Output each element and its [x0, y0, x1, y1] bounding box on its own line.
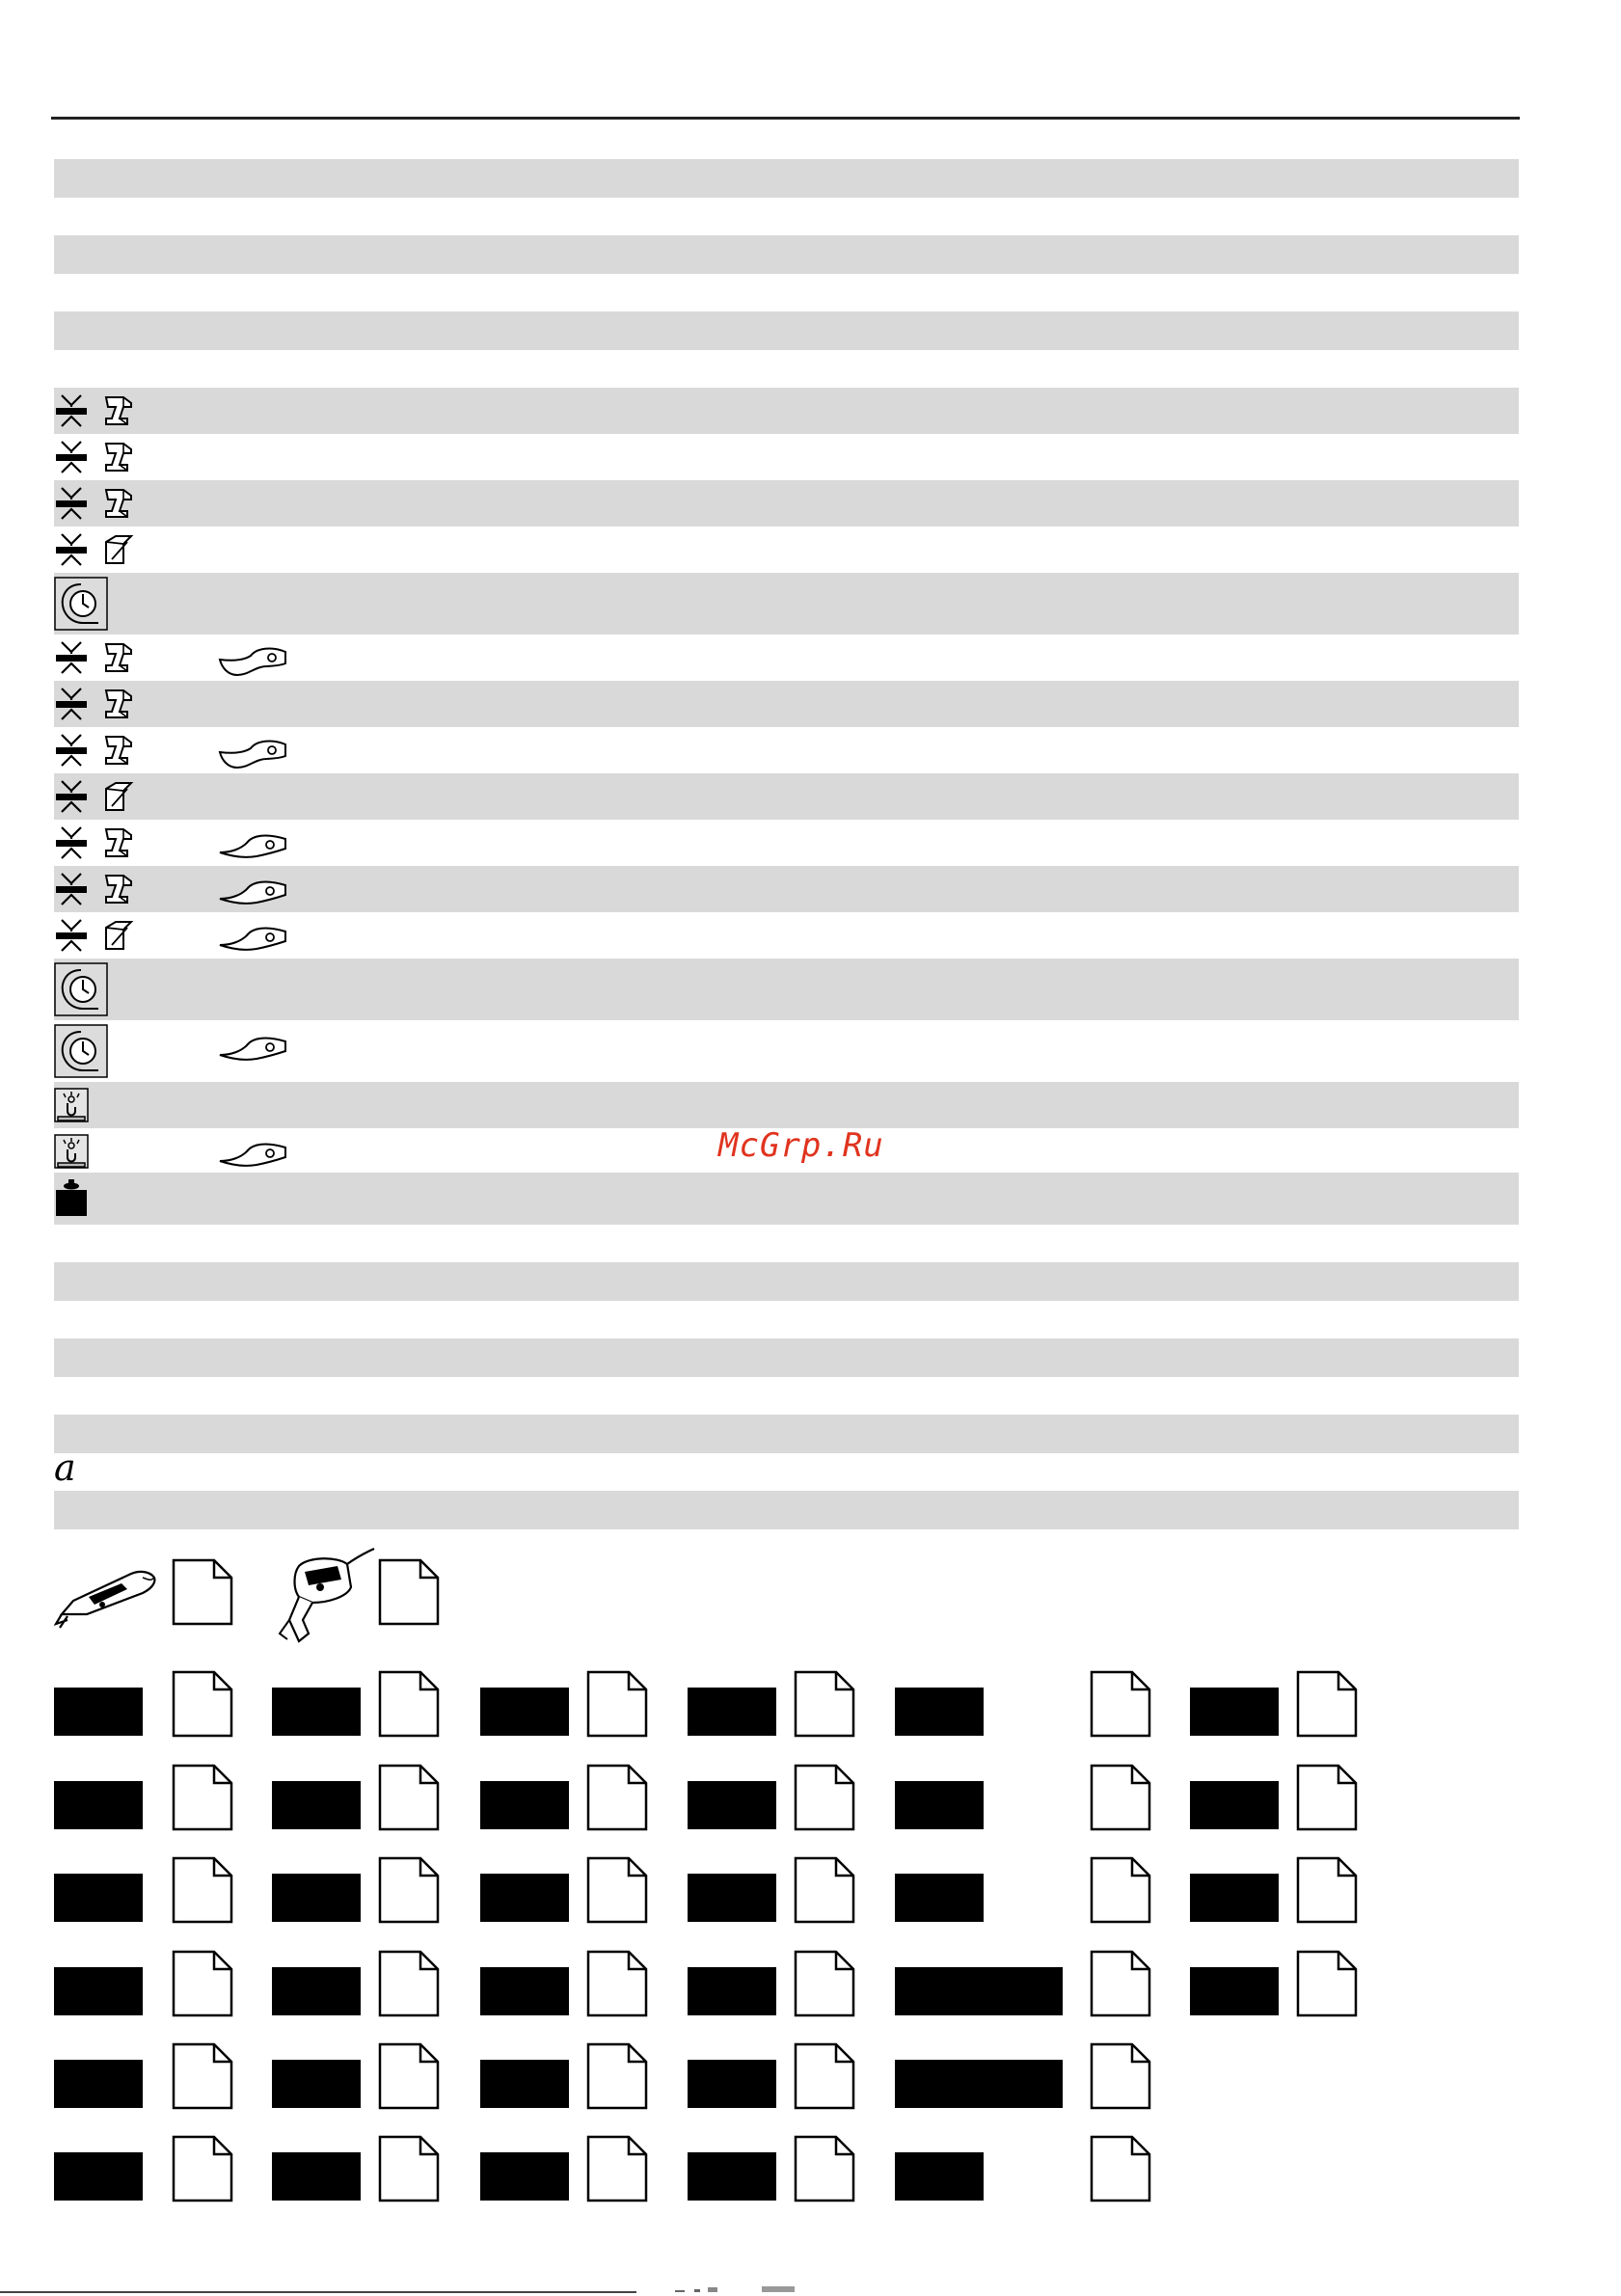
- clamp-icon: [54, 825, 89, 860]
- document-page-icon: [1090, 2042, 1151, 2110]
- table-row: [54, 681, 1519, 727]
- redacted-label-block: [480, 1967, 569, 2015]
- document-page-icon: [1090, 1856, 1151, 1924]
- redacted-label-block: [688, 1688, 776, 1736]
- document-page-icon: [172, 2135, 233, 2202]
- angle-profile-icon: [100, 779, 135, 814]
- shear-tool-icon: [270, 1547, 376, 1647]
- redacted-label-block: [54, 1781, 143, 1829]
- document-page-icon: [794, 2135, 855, 2202]
- i-beam-profile-icon: [100, 872, 135, 906]
- table-row: [54, 1338, 1519, 1377]
- clamp-icon: [54, 393, 89, 428]
- nibbler-tool-icon: [54, 1554, 160, 1632]
- redacted-label-block: [1190, 1967, 1279, 2015]
- table-row: [54, 1173, 1519, 1225]
- redacted-label-block: [272, 1781, 361, 1829]
- document-page-icon: [1090, 1764, 1151, 1831]
- redacted-label-block: [895, 2152, 984, 2201]
- footer-fragment: [675, 2285, 800, 2293]
- redacted-label-block: [688, 2152, 776, 2201]
- i-beam-profile-icon: [100, 640, 135, 675]
- document-page-icon: [586, 2042, 648, 2110]
- i-beam-profile-icon: [100, 393, 135, 428]
- table-row: [54, 773, 1519, 820]
- document-page-icon: [172, 1764, 233, 1831]
- redacted-label-block: [480, 2060, 569, 2108]
- document-page-icon: [586, 1856, 648, 1924]
- straight-blade-icon: [218, 1030, 287, 1065]
- angle-profile-icon: [100, 918, 135, 953]
- stroke-rate-dial-icon: [54, 962, 108, 1016]
- clamp-icon: [54, 486, 89, 521]
- weight-icon: [54, 1178, 89, 1217]
- document-page-icon: [586, 1764, 648, 1831]
- straight-blade-icon: [218, 827, 287, 862]
- table-row: [54, 159, 1519, 198]
- top-divider: [51, 117, 1520, 120]
- redacted-label-block: [688, 1967, 776, 2015]
- redacted-label-block: [895, 1967, 1063, 2015]
- clamp-icon: [54, 687, 89, 721]
- curved-blade-icon: [218, 642, 287, 677]
- straight-blade-icon: [218, 920, 287, 955]
- table-row: [54, 573, 1519, 635]
- clamp-icon: [54, 640, 89, 675]
- redacted-label-block: [480, 1781, 569, 1829]
- i-beam-profile-icon: [100, 825, 135, 860]
- document-page-icon: [1296, 1670, 1358, 1738]
- stroke-rate-dial-icon: [54, 577, 108, 631]
- redacted-label-block: [480, 1688, 569, 1736]
- curved-blade-icon: [218, 735, 287, 770]
- redacted-label-block: [895, 1781, 984, 1829]
- redacted-label-block: [480, 2152, 569, 2201]
- document-page-icon: [172, 2042, 233, 2110]
- redacted-label-block: [895, 1874, 984, 1922]
- document-page-icon: [586, 2135, 648, 2202]
- redacted-label-block: [54, 2152, 143, 2201]
- redacted-label-block: [272, 2152, 361, 2201]
- document-page-icon: [378, 1950, 440, 2017]
- document-page-icon: [378, 2135, 440, 2202]
- redacted-label-block: [895, 2060, 1063, 2108]
- footnote-alpha: a: [54, 1446, 76, 1489]
- redacted-label-block: [54, 1967, 143, 2015]
- document-page-icon: [1090, 1950, 1151, 2017]
- i-beam-profile-icon: [100, 486, 135, 521]
- table-row: [54, 480, 1519, 527]
- document-page-icon: [794, 1670, 855, 1738]
- table-row: [54, 1415, 1519, 1453]
- redacted-label-block: [895, 1688, 984, 1736]
- redacted-label-block: [1190, 1781, 1279, 1829]
- redacted-label-block: [272, 2060, 361, 2108]
- document-page-icon: [794, 1856, 855, 1924]
- watermark: McGrp.Ru: [718, 1126, 884, 1165]
- document-page-icon: [378, 1856, 440, 1924]
- table-row: [54, 311, 1519, 350]
- clamp-icon: [54, 733, 89, 768]
- redacted-label-block: [688, 2060, 776, 2108]
- redacted-label-block: [54, 1688, 143, 1736]
- document-page-icon: [1296, 1950, 1358, 2017]
- redacted-label-block: [688, 1781, 776, 1829]
- angle-profile-icon: [100, 532, 135, 567]
- document-page-icon: [794, 1950, 855, 2017]
- clamp-icon: [54, 532, 89, 567]
- table-row: [54, 959, 1519, 1020]
- table-row: [54, 235, 1519, 274]
- document-page-icon: [172, 1950, 233, 2017]
- document-page-icon: [794, 2042, 855, 2110]
- clamp-icon: [54, 779, 89, 814]
- redacted-label-block: [1190, 1688, 1279, 1736]
- table-row: [54, 1082, 1519, 1128]
- document-page-icon: [1090, 1670, 1151, 1738]
- document-page-icon: [378, 1764, 440, 1831]
- document-page-icon: [586, 1670, 648, 1738]
- document-page-icon: [378, 2042, 440, 2110]
- document-page-icon: [794, 1764, 855, 1831]
- redacted-label-block: [54, 1874, 143, 1922]
- document-page-icon: [172, 1670, 233, 1738]
- table-row: [54, 388, 1519, 434]
- bottom-divider: [0, 2291, 636, 2293]
- i-beam-profile-icon: [100, 687, 135, 721]
- redacted-label-block: [272, 1688, 361, 1736]
- document-page-icon: [586, 1950, 648, 2017]
- clamp-icon: [54, 872, 89, 906]
- i-beam-profile-icon: [100, 440, 135, 474]
- document-page-icon: [378, 1558, 440, 1626]
- redacted-label-block: [54, 2060, 143, 2108]
- document-page-icon: [378, 1670, 440, 1738]
- table-row: [54, 1262, 1519, 1301]
- redacted-label-block: [272, 1967, 361, 2015]
- redacted-label-block: [1190, 1874, 1279, 1922]
- straight-blade-icon: [218, 1136, 287, 1171]
- redacted-label-block: [272, 1874, 361, 1922]
- straight-blade-icon: [218, 874, 287, 908]
- clamp-icon: [54, 918, 89, 953]
- document-page-icon: [1090, 2135, 1151, 2202]
- document-page-icon: [172, 1558, 233, 1626]
- curve-radius-icon: [54, 1088, 89, 1122]
- stroke-rate-dial-icon: [54, 1024, 108, 1078]
- document-page-icon: [172, 1856, 233, 1924]
- redacted-label-block: [480, 1874, 569, 1922]
- document-page-icon: [1296, 1764, 1358, 1831]
- document-page-icon: [1296, 1856, 1358, 1924]
- curve-radius-icon: [54, 1134, 89, 1169]
- redacted-label-block: [688, 1874, 776, 1922]
- i-beam-profile-icon: [100, 733, 135, 768]
- clamp-icon: [54, 440, 89, 474]
- table-row: [54, 1491, 1519, 1529]
